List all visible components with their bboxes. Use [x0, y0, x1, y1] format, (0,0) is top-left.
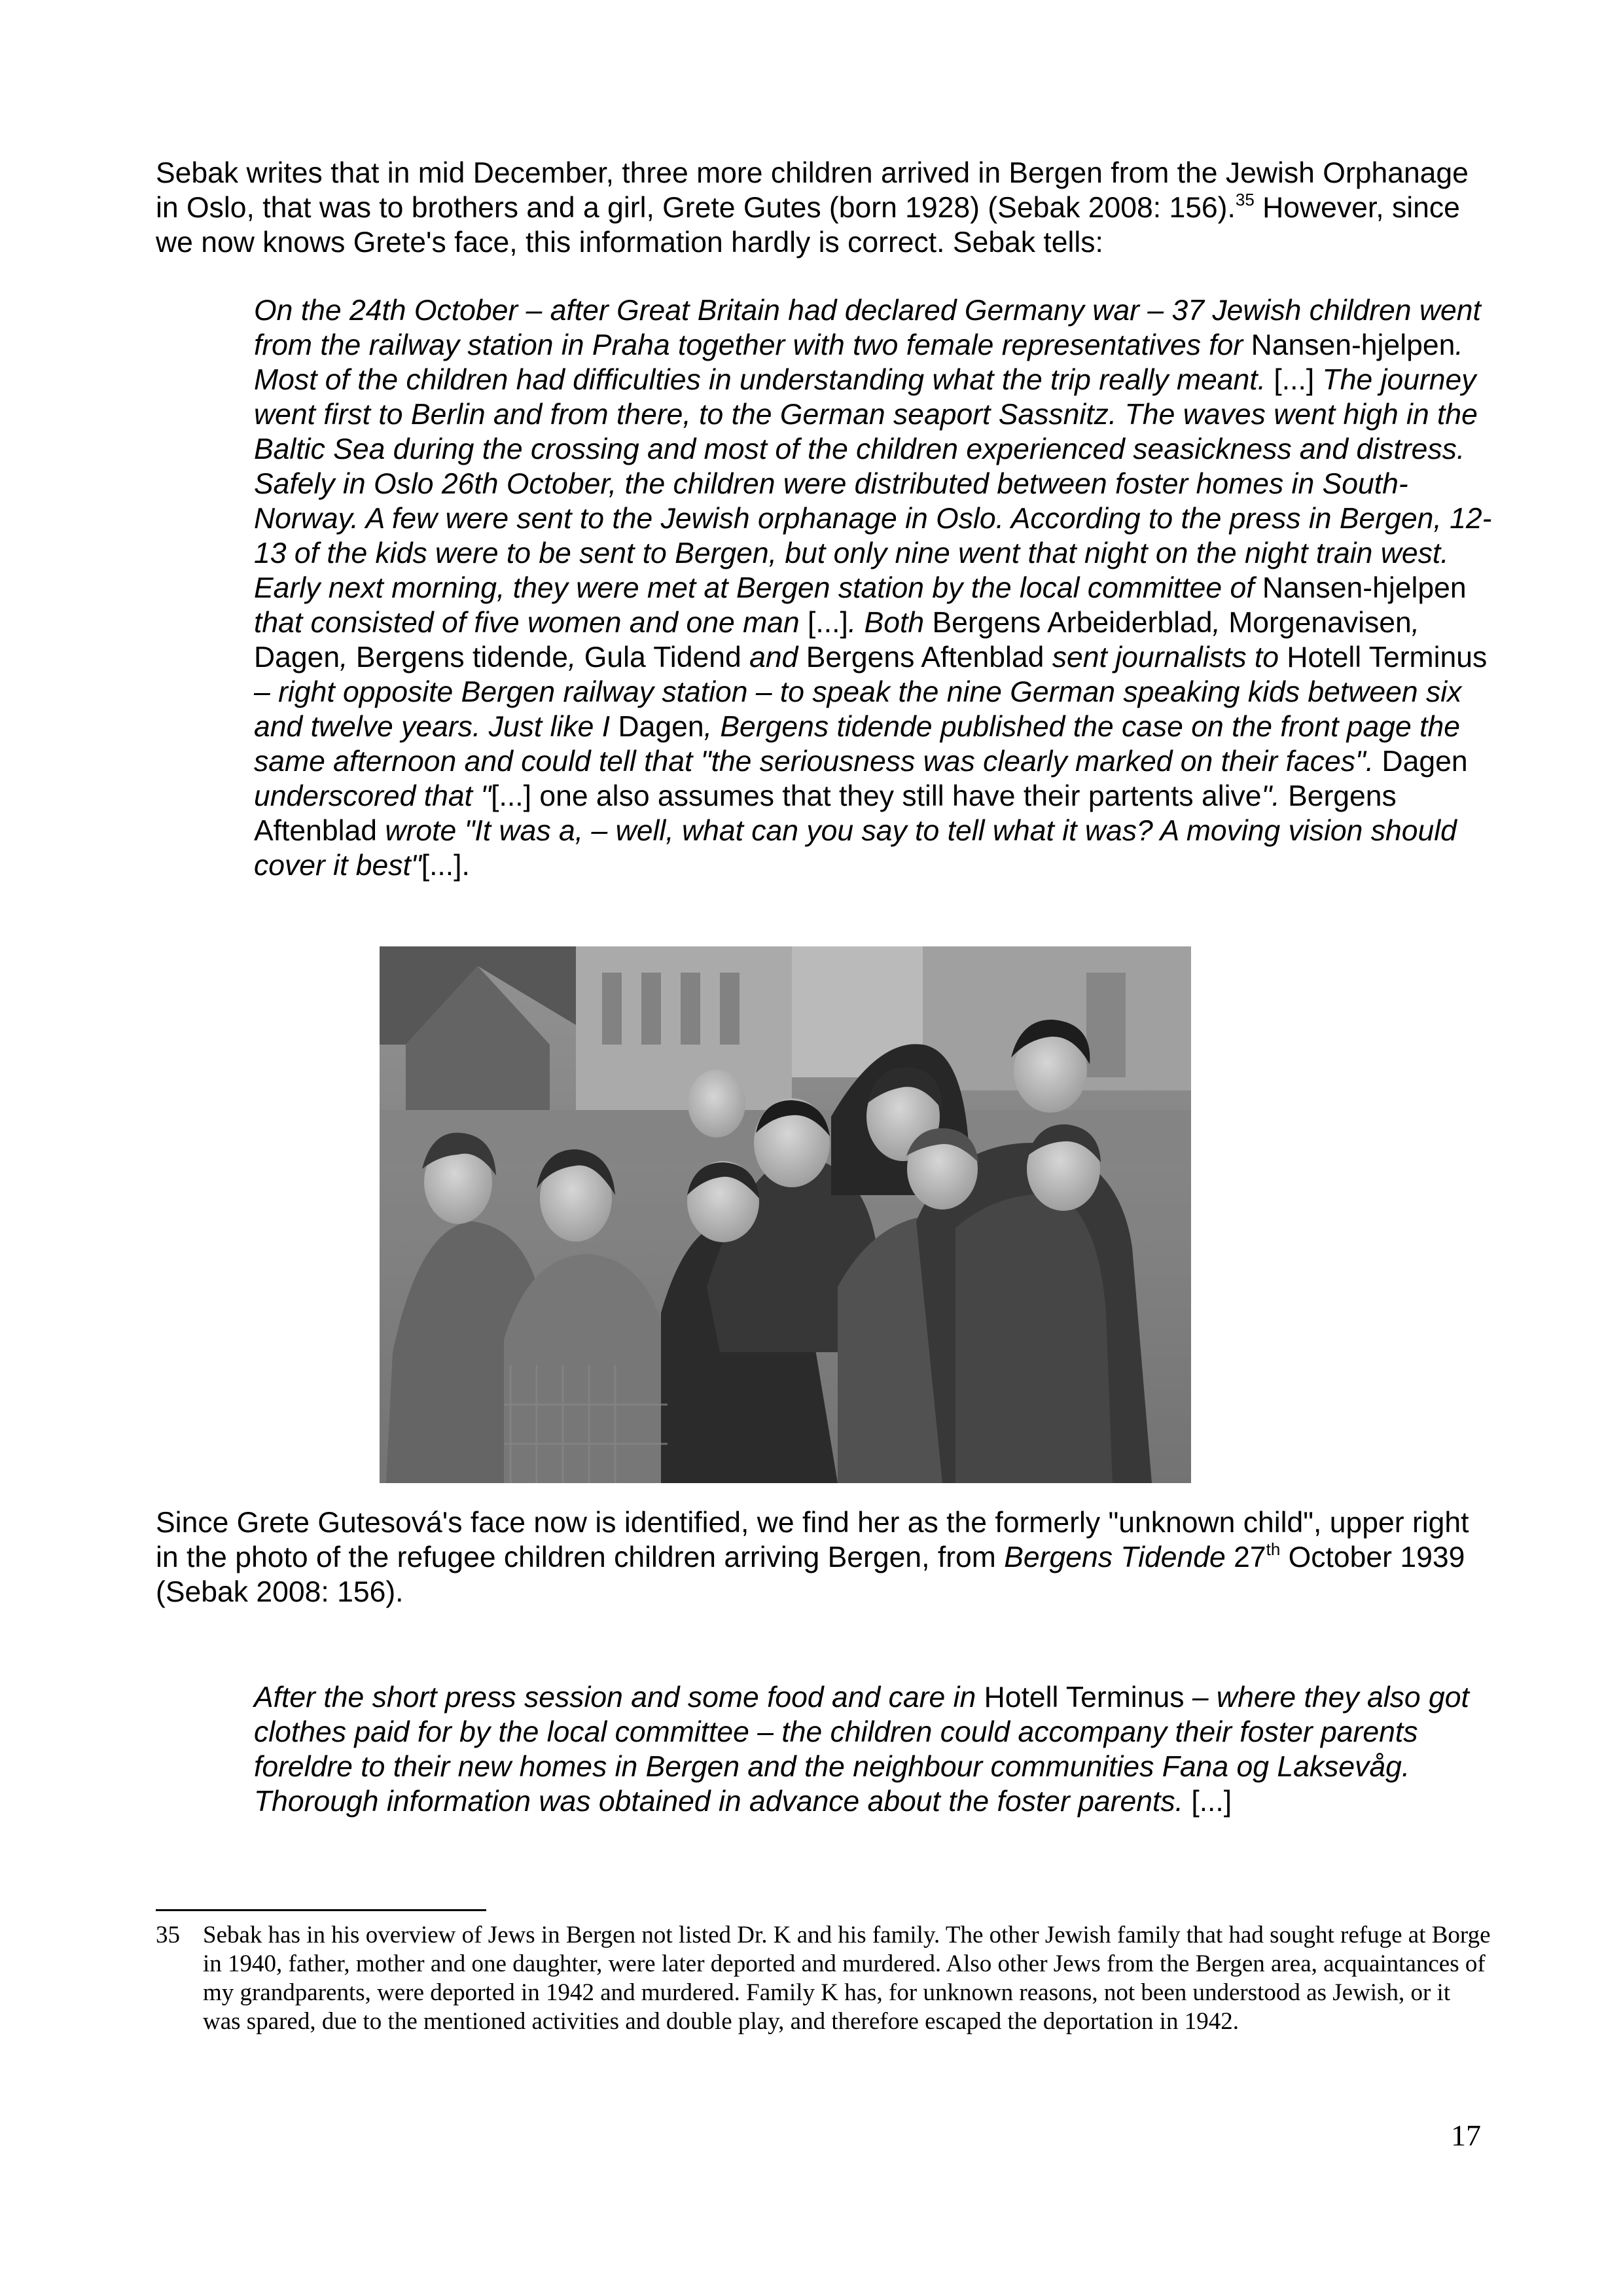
quote-text: . Both [847, 607, 933, 639]
quote-text: Bergens Aftenblad [254, 780, 1397, 847]
quote-text: , [567, 641, 584, 673]
intro-text-continued: However, since we now knows Grete's face, this information hardly is correct. Sebak tells: [156, 192, 1460, 259]
quote-text: On the 24th October – after Great Britain had declared Germany war – 37 Jewish children went from the railway station in Praha together with two female representatives for [254, 295, 1481, 361]
quote-text: underscored that " [254, 780, 491, 812]
quote-text: – where they also got clothes paid for by the local committee – the children could accompany their foster parents foreldre to their new homes in Bergen and the neighbour communities Fana og Laksevåg. Thorough information was obtained in advance about the foster parents. [254, 1681, 1469, 1818]
refugee-children-photo [380, 946, 1191, 1483]
caption-text-continued: October 1939 (Sebak 2008: 156). [156, 1541, 1465, 1608]
quote-text: – right opposite Bergen railway station – to speak the nine German speaking kids between six and twelve years. Just like I [254, 676, 1462, 743]
quote-text: [...] one also assumes that they still have their partents alive [491, 780, 1262, 812]
quote-text: that consisted of five women and one man [254, 607, 808, 639]
footnote-separator [156, 1909, 486, 1911]
quote-text: and [741, 641, 806, 673]
quote-text: [...] [808, 607, 848, 639]
quote-text: Bergens Arbeiderblad [932, 607, 1213, 639]
block-quote-1 [254, 293, 1510, 883]
quote-text: The journey went first to Berlin and from there, to the German seaport Sassnitz. The waves went high in the Baltic Sea during the crossing and most of the children experienced seasickness and distress. Safely in Oslo 26th October, the children were distributed between foster homes in South-Norway. A few were sent to the Jewish orphanage in Oslo. According to the press in Bergen, 12-13 of the kids were to be sent to Bergen, but only nine went that night on the night train west. Early next morning, they were met at Bergen station by the local committee of [254, 364, 1492, 604]
quote-text: Dagen [1382, 745, 1468, 778]
quote-text: Hotell Terminus [1287, 641, 1488, 673]
quote-text: Bergens tidende [355, 641, 568, 673]
footnote-number: 35 [156, 1922, 180, 1948]
quote-text: [...] [1191, 1785, 1232, 1818]
quote-text: [...]. [421, 850, 470, 882]
quote-text: Morgenavisen [1228, 607, 1412, 639]
footnote-text: Sebak has in his overview of Jews in Bergen not listed Dr. K and his family. The other Jewish family that had sought refuge at Borge in 1940, father, mother and one daughter, were later deported and murdered. Also other Jews from the Bergen area, acquaintances of my grandparents, were deported in 1942 and murdered. Family K has, for unknown reasons, not been understood as Jewish, or it was spared, due to the mentioned activities and double play, and therefore escaped the deportation in 1942. [203, 1922, 1491, 2035]
quote-text: , [1411, 607, 1420, 639]
caption-paragraph [156, 1505, 1481, 1609]
page-number: 17 [1451, 2119, 1481, 2152]
quote-text: , Bergens tidende published the case on the front page the same afternoon and could tell that "the seriousness was clearly marked on their faces". [254, 711, 1461, 778]
quote-text: Hotell Terminus [984, 1681, 1185, 1713]
quote-text: After the short press session and some food and care in [254, 1681, 984, 1713]
quote-text: sent journalists to [1044, 641, 1287, 673]
intro-text: Sebak writes that in mid December, three more children arrived in Bergen from the Jewish Orphanage in Oslo, that was to brothers and a girl, Grete Gutes (born 1928) (Sebak 2008: 156). [156, 157, 1469, 224]
footnote-ref-35[interactable]: 35 [1235, 190, 1255, 209]
quote-text: Nansen-hjelpen [1262, 572, 1467, 604]
caption-newspaper-title: Bergens Tidende [1004, 1541, 1226, 1573]
quote-text: Bergens Aftenblad [806, 641, 1044, 673]
quote-text: ". [1261, 780, 1289, 812]
photo-illustration [380, 946, 1191, 1483]
quote-text: wrote "It was a, – well, what can you say to tell what it was? A moving vision should cover it best" [254, 815, 1457, 882]
quote-text: Nansen-hjelpen [1251, 329, 1455, 361]
quote-text: . Most of the children had difficulties in understanding what the trip really meant. [254, 329, 1463, 396]
quote-text: Dagen [254, 641, 340, 673]
quote-text: , [340, 641, 356, 673]
date-superscript: th [1266, 1539, 1281, 1559]
quote-text: , [1212, 607, 1229, 639]
quote-text: Gula Tidend [584, 641, 741, 673]
caption-text-date: 27 [1225, 1541, 1266, 1573]
block-quote-2 [254, 1680, 1510, 1819]
intro-paragraph [156, 156, 1481, 260]
quote-text: Dagen [618, 711, 704, 743]
caption-text: Since Grete Gutesová's face now is identified, we find her as the formerly "unknown child", upper right in the photo of the refugee children children arriving Bergen, from [156, 1507, 1469, 1573]
quote-text: [...] [1274, 364, 1315, 396]
